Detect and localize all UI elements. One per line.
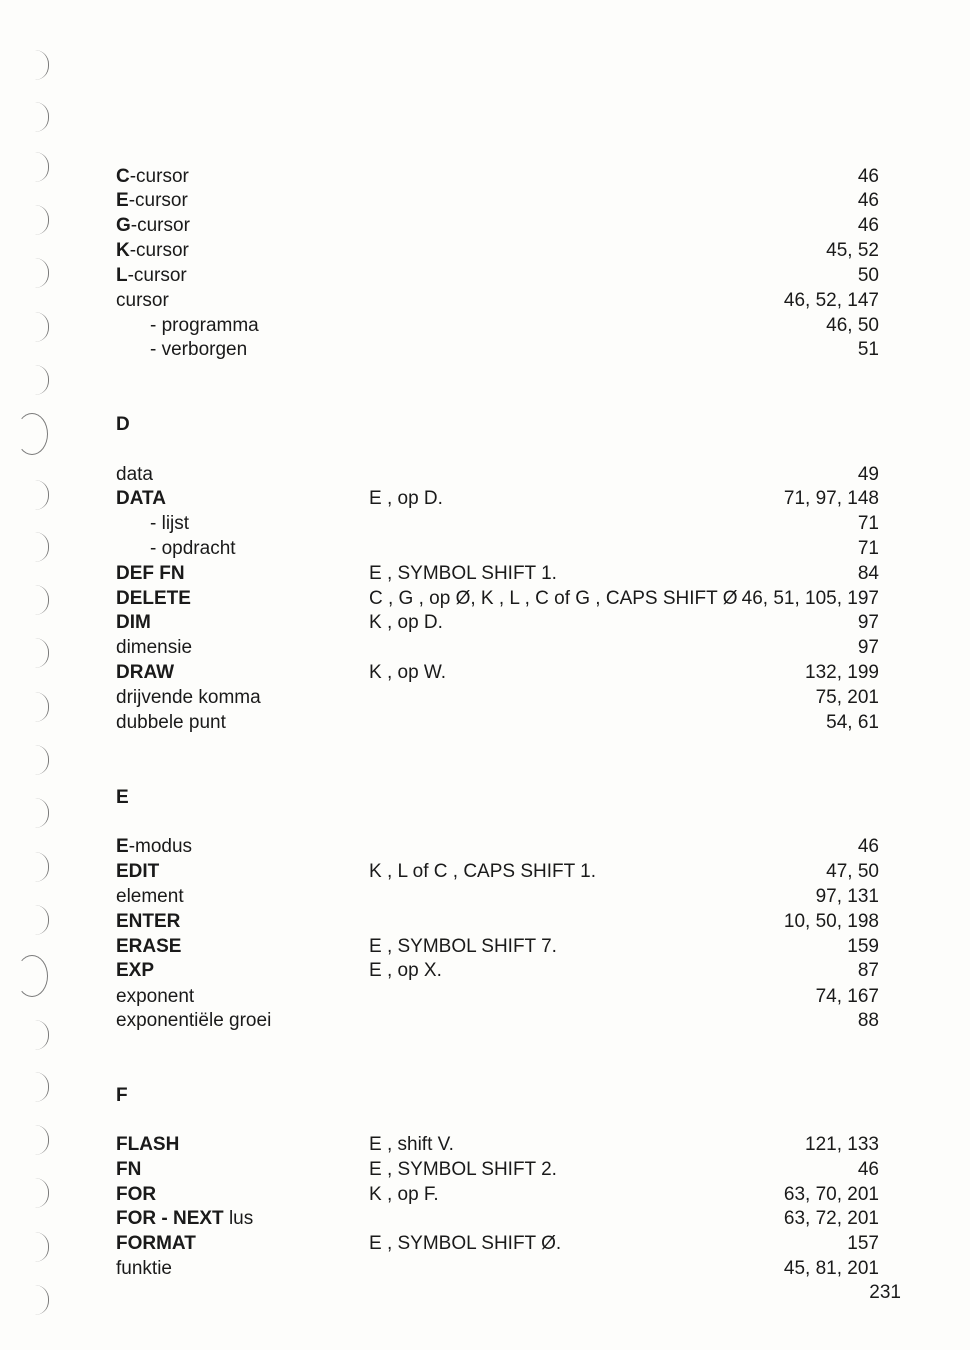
section-heading [0, 785, 970, 810]
binder-hole [26, 1285, 49, 1315]
entry-term: DRAW [116, 662, 175, 683]
index-entry [0, 660, 970, 685]
index-entry [0, 486, 970, 511]
entry-pages: 46 [857, 1159, 879, 1180]
index-entry [0, 561, 970, 586]
entry-term: ENTER [116, 911, 181, 932]
binder-hole [26, 102, 49, 132]
entry-pages: 54, 61 [826, 712, 879, 733]
entry-term: dimensie [116, 637, 193, 658]
index-entry [0, 635, 970, 660]
entry-term: L-cursor [116, 265, 187, 286]
entry-term: DIM [116, 612, 151, 633]
entry-keys: E , op X. [369, 960, 442, 981]
section-letter: E [116, 787, 129, 808]
entry-pages: 47, 50 [826, 861, 879, 882]
entry-pages: 46 [857, 166, 879, 187]
section-letter: D [116, 414, 130, 435]
index-entry [0, 337, 970, 362]
entry-pages: 88 [857, 1010, 879, 1031]
index-entry [0, 1182, 970, 1207]
entry-term: element [116, 886, 184, 907]
entry-pages: 97 [857, 637, 879, 658]
entry-term: E-modus [116, 836, 193, 857]
entry-term: C-cursor [116, 166, 189, 187]
entry-pages: 71, 97, 148 [783, 488, 879, 509]
entry-term: exponent [116, 986, 195, 1007]
index-entry [0, 610, 970, 635]
index-entry [0, 834, 970, 859]
index-entry [0, 984, 970, 1009]
entry-term: funktie [116, 1258, 172, 1279]
index-entry [0, 1256, 970, 1281]
binder-hole [26, 365, 49, 395]
entry-keys: E , shift V. [369, 1134, 454, 1155]
entry-pages: 157 [847, 1233, 879, 1254]
entry-keys: E , op D. [369, 488, 443, 509]
entry-keys: K , op D. [369, 612, 443, 633]
entry-term: - opdracht [150, 538, 236, 559]
entry-pages: 10, 50, 198 [783, 911, 879, 932]
entry-term: data [116, 464, 153, 485]
entry-term: - programma [150, 315, 259, 336]
entry-keys: K , op F. [369, 1184, 439, 1205]
entry-pages: 71 [857, 513, 879, 534]
entry-term: FN [116, 1159, 142, 1180]
entry-pages: 74, 167 [815, 986, 879, 1007]
entry-keys: C , G , op Ø, K , L , C of G , CAPS SHIFT Ø [369, 588, 738, 609]
index-entry [0, 884, 970, 909]
entry-pages: 63, 70, 201 [783, 1184, 879, 1205]
index-entry [0, 1008, 970, 1033]
entry-pages: 159 [847, 936, 879, 957]
entry-term: - verborgen [150, 339, 248, 360]
entry-term: DELETE [116, 588, 191, 609]
index-entry [0, 188, 970, 213]
entry-pages: 132, 199 [805, 662, 879, 683]
entry-keys: E , SYMBOL SHIFT 7. [369, 936, 557, 957]
entry-term: EDIT [116, 861, 160, 882]
entry-keys: E , SYMBOL SHIFT Ø. [369, 1233, 562, 1254]
index-entry [0, 1132, 970, 1157]
entry-pages: 63, 72, 201 [783, 1208, 879, 1229]
entry-keys: E , SYMBOL SHIFT 1. [369, 563, 557, 584]
entry-pages: 46 [857, 215, 879, 236]
entry-pages: 87 [857, 960, 879, 981]
index-entry [0, 238, 970, 263]
entry-pages: 50 [857, 265, 879, 286]
entry-term: exponentiële groei [116, 1010, 272, 1031]
entry-pages: 49 [857, 464, 879, 485]
entry-term: FORMAT [116, 1233, 196, 1254]
index-entry [0, 934, 970, 959]
section-letter: F [116, 1085, 128, 1106]
entry-term: cursor [116, 290, 169, 311]
index-entry [0, 536, 970, 561]
index-entry [0, 1157, 970, 1182]
section-heading [0, 1083, 970, 1108]
index-entry [0, 1231, 970, 1256]
entry-pages: 51 [857, 339, 879, 360]
index-entry [0, 288, 970, 313]
index-entry [0, 263, 970, 288]
entry-pages: 97 [857, 612, 879, 633]
entry-pages: 46 [857, 836, 879, 857]
entry-pages: 46, 50 [826, 315, 879, 336]
index-entry [0, 1206, 970, 1231]
entry-term: drijvende komma [116, 687, 261, 708]
entry-term: DATA [116, 488, 166, 509]
entry-term: dubbele punt [116, 712, 226, 733]
page-number: 231 [869, 1282, 901, 1303]
entry-term: FOR - NEXT lus [116, 1208, 254, 1229]
entry-term: ERASE [116, 936, 182, 957]
index-entry [0, 586, 970, 611]
entry-keys: E , SYMBOL SHIFT 2. [369, 1159, 557, 1180]
entry-term: E-cursor [116, 190, 188, 211]
index-entry [0, 685, 970, 710]
entry-pages: 84 [857, 563, 879, 584]
entry-term: FOR [116, 1184, 157, 1205]
index-entry [0, 313, 970, 338]
entry-pages: 46, 51, 105, 197 [741, 588, 879, 609]
entry-pages: 46, 52, 147 [783, 290, 879, 311]
entry-pages: 45, 81, 201 [783, 1258, 879, 1279]
entry-term: DEF FN [116, 563, 185, 584]
binder-hole [26, 50, 49, 80]
entry-term: - lijst [150, 513, 190, 534]
index-entry [0, 511, 970, 536]
binder-hole [26, 745, 49, 775]
index-entry [0, 710, 970, 735]
entry-pages: 45, 52 [826, 240, 879, 261]
entry-term: EXP [116, 960, 155, 981]
entry-pages: 97, 131 [815, 886, 879, 907]
entry-term: FLASH [116, 1134, 180, 1155]
entry-pages: 75, 201 [815, 687, 879, 708]
index-entry [0, 958, 970, 983]
index-entry [0, 213, 970, 238]
entry-pages: 71 [857, 538, 879, 559]
entry-keys: K , op W. [369, 662, 447, 683]
section-heading [0, 412, 970, 437]
index-entry [0, 164, 970, 189]
index-entry [0, 859, 970, 884]
index-entry [0, 462, 970, 487]
entry-pages: 121, 133 [805, 1134, 879, 1155]
index-entry [0, 909, 970, 934]
entry-pages: 46 [857, 190, 879, 211]
entry-term: K-cursor [116, 240, 189, 261]
entry-term: G-cursor [116, 215, 190, 236]
entry-keys: K , L of C , CAPS SHIFT 1. [369, 861, 597, 882]
